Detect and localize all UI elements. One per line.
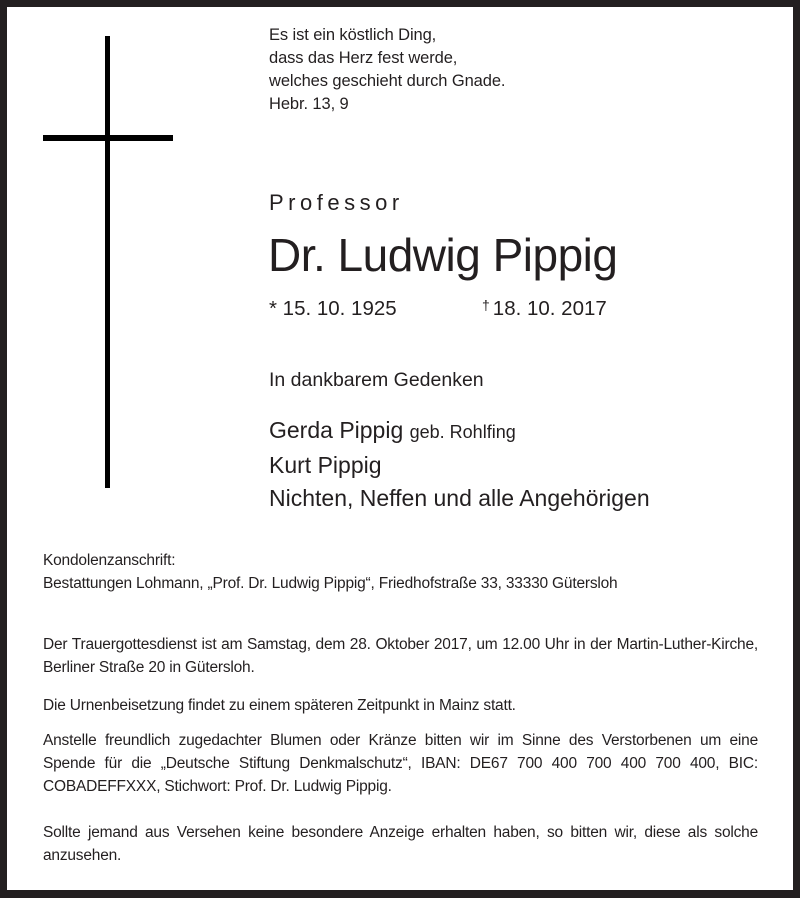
service-paragraph: Der Trauergottesdienst ist am Samstag, dem 28. Oktober 2017, um 12.00 Uhr in der Martin-Luther-Kirche, Berliner Straße 20 in Gütersloh. [43,636,758,676]
maiden-name: geb. Rohlfing [409,422,516,442]
bible-verse [269,24,505,116]
birth-date: * 15. 10. 1925 [269,297,397,320]
verse-line: Es ist ein köstlich Ding, [269,26,437,44]
mourner-name: Gerda Pippig [269,417,404,443]
condolence-label: Kondolenzanschrift: [43,552,176,569]
death-date: 18. 10. 2017 [492,297,607,320]
donation-paragraph: Anstelle freundlich zugedachter Blumen oder Kränze bitten wir im Sinne des Verstorbenen um eine Spende für die „Deutsche Stiftung Denkmalschutz“, IBAN: DE67 700 400 700 400 700 400, BIC: COBADEFFXXX, Stichwort: Prof. Dr. Ludwig Pippig. [43,732,758,795]
mourner-name: Nichten, Neffen und alle Angehörigen [269,485,650,511]
mourner [269,482,650,515]
verse-line: dass das Herz fest werde, [269,49,458,67]
death-date-group [482,297,607,321]
urn-paragraph: Die Urnenbeisetzung findet zu einem späteren Zeitpunkt in Mainz statt. [43,697,516,714]
cross-horizontal-bar [43,135,173,141]
dagger-icon: † [482,297,490,313]
mourner [269,449,650,482]
cross-vertical-bar [105,36,110,488]
deceased-name: Dr. Ludwig Pippig [268,229,618,281]
mourner [269,414,650,449]
mourner-name: Kurt Pippig [269,452,382,478]
verse-line: welches geschieht durch Gnade. [269,72,506,90]
honorific-title: Professor [269,190,404,215]
verse-reference: Hebr. 13, 9 [269,95,349,113]
condolence-address: Bestattungen Lohmann, „Prof. Dr. Ludwig Pippig“, Friedhofstraße 33, 33330 Gütersloh [43,575,618,592]
remembrance-text: In dankbarem Gedenken [269,369,484,391]
obituary-notice [7,7,793,890]
closing-paragraph: Sollte jemand aus Versehen keine besondere Anzeige erhalten haben, so bitten wir, diese als solche anzusehen. [43,824,758,864]
mourners-list [269,414,650,515]
condolence-address-block [43,549,758,595]
